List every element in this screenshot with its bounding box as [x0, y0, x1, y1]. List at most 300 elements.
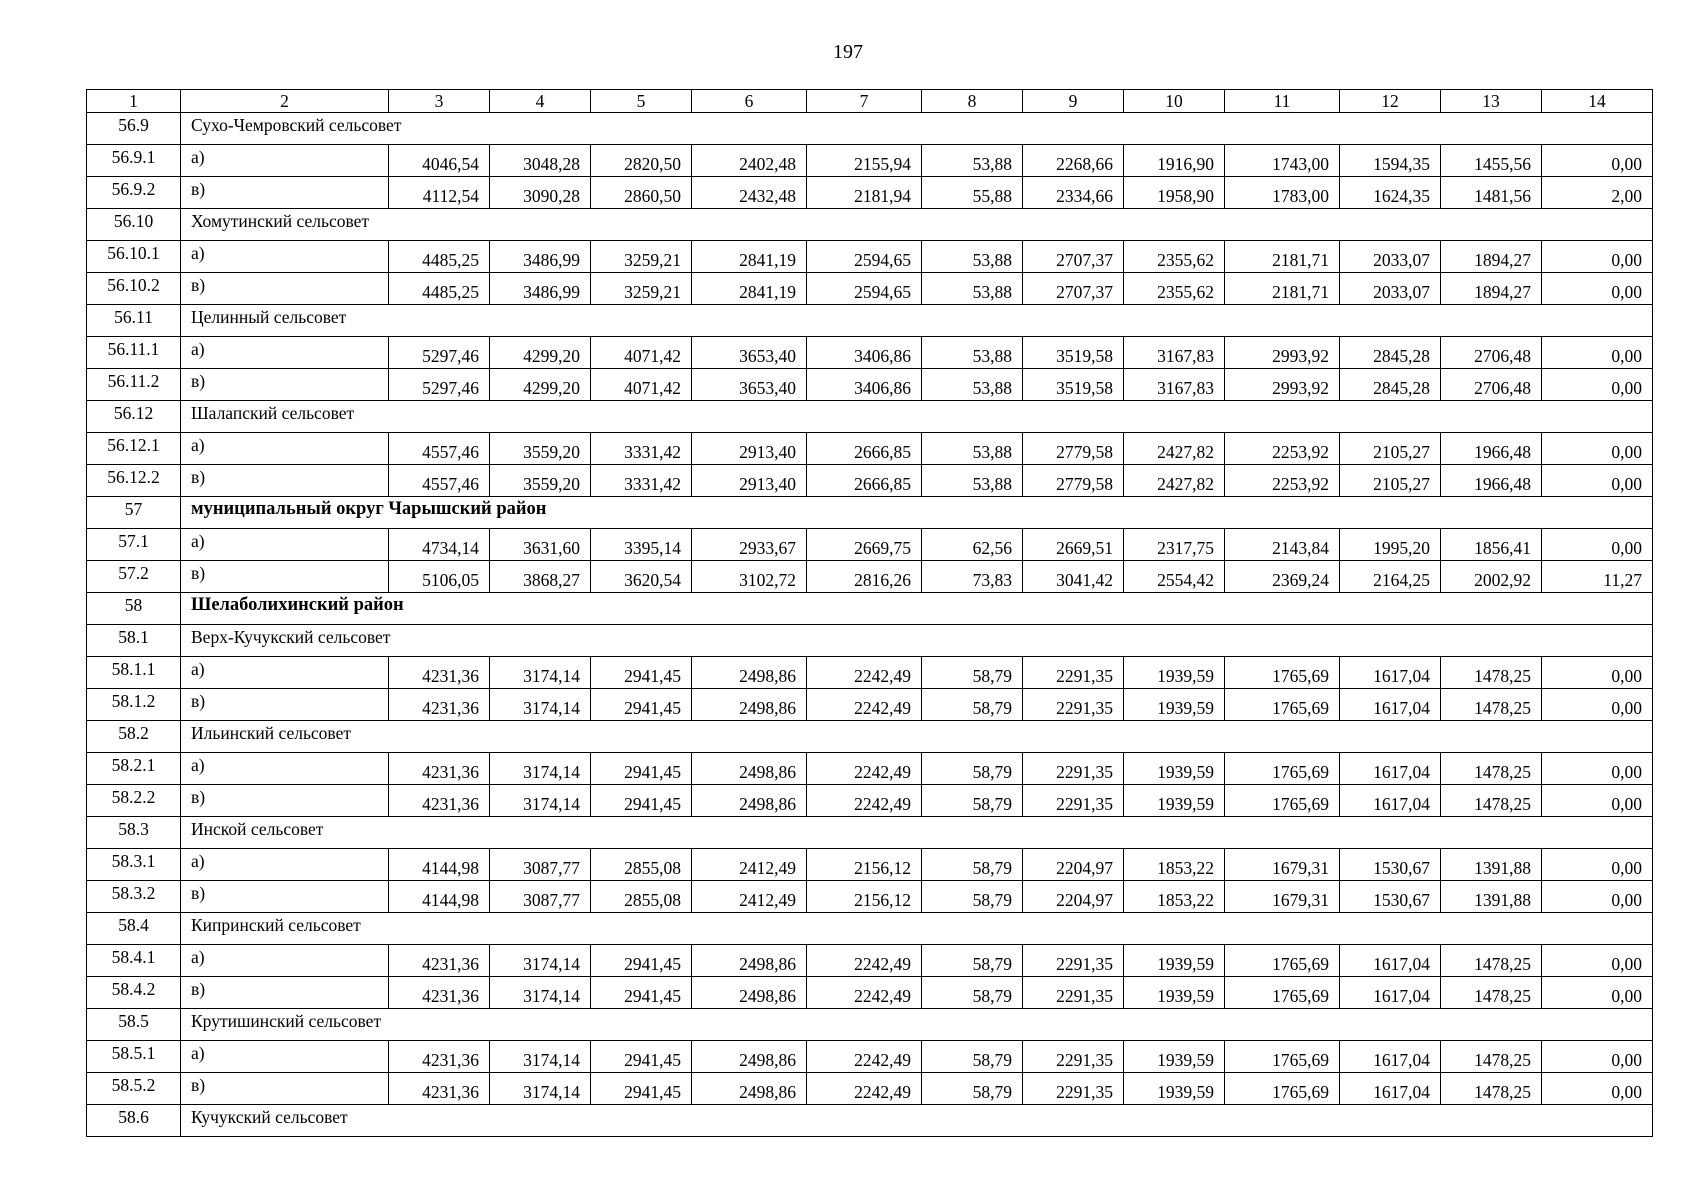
- value-cell: 0,00: [1542, 337, 1653, 369]
- district-header-row: [87, 593, 1653, 625]
- section-name: Кипринский сельсовет: [181, 913, 1653, 945]
- value-cell: 2941,45: [591, 785, 692, 817]
- row-code: 58.1.2: [87, 689, 181, 721]
- value-cell: 2993,92: [1225, 337, 1340, 369]
- value-cell: 2669,51: [1023, 529, 1124, 561]
- value-cell: 3174,14: [490, 657, 591, 689]
- table-row: [87, 145, 1653, 177]
- row-code: 58.4.1: [87, 945, 181, 977]
- value-cell: 1853,22: [1124, 849, 1225, 881]
- section-name: Ильинский сельсовет: [181, 721, 1653, 753]
- value-cell: 2707,37: [1023, 273, 1124, 305]
- row-code: 58.3: [87, 817, 181, 849]
- value-cell: 0,00: [1542, 145, 1653, 177]
- value-cell: 0,00: [1542, 1041, 1653, 1073]
- row-subtype: а): [181, 433, 389, 465]
- table-row: [87, 529, 1653, 561]
- value-cell: 3259,21: [591, 273, 692, 305]
- value-cell: 3090,28: [490, 177, 591, 209]
- value-cell: 0,00: [1542, 273, 1653, 305]
- value-cell: 2412,49: [692, 881, 807, 913]
- value-cell: 1478,25: [1441, 977, 1542, 1009]
- row-code: 58: [87, 593, 181, 625]
- section-header-row: [87, 625, 1653, 657]
- value-cell: 53,88: [922, 241, 1023, 273]
- section-header-row: [87, 1009, 1653, 1041]
- value-cell: 53,88: [922, 465, 1023, 497]
- column-header: 10: [1124, 90, 1225, 113]
- column-header: 11: [1225, 90, 1340, 113]
- value-cell: 2941,45: [591, 753, 692, 785]
- value-cell: 2706,48: [1441, 337, 1542, 369]
- value-cell: 1939,59: [1124, 945, 1225, 977]
- district-header-row: [87, 497, 1653, 529]
- value-cell: 3174,14: [490, 1073, 591, 1105]
- value-cell: 2412,49: [692, 849, 807, 881]
- value-cell: 2291,35: [1023, 1073, 1124, 1105]
- value-cell: 2105,27: [1340, 433, 1441, 465]
- value-cell: 4299,20: [490, 337, 591, 369]
- row-subtype: в): [181, 369, 389, 401]
- value-cell: 1765,69: [1225, 785, 1340, 817]
- table-row: [87, 241, 1653, 273]
- value-cell: 1894,27: [1441, 241, 1542, 273]
- value-cell: 2242,49: [807, 689, 922, 721]
- value-cell: 3653,40: [692, 337, 807, 369]
- value-cell: 1765,69: [1225, 753, 1340, 785]
- value-cell: 2242,49: [807, 977, 922, 1009]
- value-cell: 2941,45: [591, 1073, 692, 1105]
- value-cell: 4144,98: [389, 849, 490, 881]
- value-cell: 4071,42: [591, 337, 692, 369]
- value-cell: 3868,27: [490, 561, 591, 593]
- row-subtype: в): [181, 561, 389, 593]
- value-cell: 1624,35: [1340, 177, 1441, 209]
- value-cell: 2334,66: [1023, 177, 1124, 209]
- section-header-row: [87, 401, 1653, 433]
- value-cell: 1617,04: [1340, 977, 1441, 1009]
- row-code: 56.11.2: [87, 369, 181, 401]
- value-cell: 2941,45: [591, 945, 692, 977]
- value-cell: 1530,67: [1340, 881, 1441, 913]
- value-cell: 1478,25: [1441, 1073, 1542, 1105]
- value-cell: 62,56: [922, 529, 1023, 561]
- value-cell: 58,79: [922, 689, 1023, 721]
- value-cell: 3048,28: [490, 145, 591, 177]
- value-cell: 2933,67: [692, 529, 807, 561]
- value-cell: 1966,48: [1441, 433, 1542, 465]
- column-header: 3: [389, 90, 490, 113]
- row-subtype: а): [181, 945, 389, 977]
- table-row: [87, 785, 1653, 817]
- section-name: муниципальный округ Чарышский район: [181, 497, 1653, 529]
- value-cell: 2816,26: [807, 561, 922, 593]
- value-cell: 2317,75: [1124, 529, 1225, 561]
- value-cell: 2033,07: [1340, 241, 1441, 273]
- row-code: 58.3.1: [87, 849, 181, 881]
- value-cell: 2707,37: [1023, 241, 1124, 273]
- value-cell: 2941,45: [591, 689, 692, 721]
- row-subtype: а): [181, 529, 389, 561]
- column-header: 9: [1023, 90, 1124, 113]
- section-name: Целинный сельсовет: [181, 305, 1653, 337]
- value-cell: 2242,49: [807, 753, 922, 785]
- value-cell: 2369,24: [1225, 561, 1340, 593]
- value-cell: 2845,28: [1340, 337, 1441, 369]
- table-row: [87, 561, 1653, 593]
- section-header-row: [87, 721, 1653, 753]
- row-code: 58.5.2: [87, 1073, 181, 1105]
- value-cell: 2666,85: [807, 465, 922, 497]
- value-cell: 0,00: [1542, 1073, 1653, 1105]
- value-cell: 4046,54: [389, 145, 490, 177]
- tariff-table: [86, 89, 1653, 1137]
- value-cell: 3174,14: [490, 977, 591, 1009]
- value-cell: 58,79: [922, 753, 1023, 785]
- row-code: 56.9.1: [87, 145, 181, 177]
- value-cell: 2143,84: [1225, 529, 1340, 561]
- value-cell: 1939,59: [1124, 657, 1225, 689]
- column-header: 12: [1340, 90, 1441, 113]
- value-cell: 2427,82: [1124, 433, 1225, 465]
- table-row: [87, 945, 1653, 977]
- value-cell: 2498,86: [692, 945, 807, 977]
- value-cell: 3486,99: [490, 241, 591, 273]
- table-row: [87, 881, 1653, 913]
- value-cell: 4557,46: [389, 433, 490, 465]
- value-cell: 2291,35: [1023, 977, 1124, 1009]
- value-cell: 5106,05: [389, 561, 490, 593]
- value-cell: 1856,41: [1441, 529, 1542, 561]
- value-cell: 1939,59: [1124, 753, 1225, 785]
- value-cell: 58,79: [922, 881, 1023, 913]
- value-cell: 3174,14: [490, 785, 591, 817]
- row-code: 56.10: [87, 209, 181, 241]
- value-cell: 1679,31: [1225, 849, 1340, 881]
- row-code: 58.2.1: [87, 753, 181, 785]
- page-number: 197: [833, 41, 863, 63]
- value-cell: 1617,04: [1340, 785, 1441, 817]
- value-cell: 2941,45: [591, 977, 692, 1009]
- value-cell: 0,00: [1542, 785, 1653, 817]
- section-header-row: [87, 913, 1653, 945]
- section-header-row: [87, 305, 1653, 337]
- value-cell: 3406,86: [807, 369, 922, 401]
- value-cell: 0,00: [1542, 657, 1653, 689]
- value-cell: 1853,22: [1124, 881, 1225, 913]
- table-row: [87, 1041, 1653, 1073]
- value-cell: 1391,88: [1441, 881, 1542, 913]
- value-cell: 2291,35: [1023, 945, 1124, 977]
- column-header: 13: [1441, 90, 1542, 113]
- value-cell: 1765,69: [1225, 1073, 1340, 1105]
- value-cell: 2779,58: [1023, 465, 1124, 497]
- row-code: 56.11.1: [87, 337, 181, 369]
- value-cell: 2002,92: [1441, 561, 1542, 593]
- value-cell: 3559,20: [490, 465, 591, 497]
- table-row: [87, 273, 1653, 305]
- table-row: [87, 465, 1653, 497]
- value-cell: 0,00: [1542, 529, 1653, 561]
- value-cell: 1939,59: [1124, 689, 1225, 721]
- value-cell: 3087,77: [490, 881, 591, 913]
- value-cell: 4231,36: [389, 753, 490, 785]
- value-cell: 0,00: [1542, 881, 1653, 913]
- section-header-row: [87, 1105, 1653, 1137]
- value-cell: 2164,25: [1340, 561, 1441, 593]
- value-cell: 1617,04: [1340, 1041, 1441, 1073]
- value-cell: 2204,97: [1023, 849, 1124, 881]
- value-cell: 2498,86: [692, 689, 807, 721]
- table-row: [87, 657, 1653, 689]
- table-row: [87, 433, 1653, 465]
- value-cell: 2855,08: [591, 849, 692, 881]
- value-cell: 3559,20: [490, 433, 591, 465]
- value-cell: 2156,12: [807, 881, 922, 913]
- row-code: 56.12.1: [87, 433, 181, 465]
- row-subtype: а): [181, 1041, 389, 1073]
- value-cell: 4071,42: [591, 369, 692, 401]
- row-code: 58.4: [87, 913, 181, 945]
- value-cell: 1679,31: [1225, 881, 1340, 913]
- section-header-row: [87, 113, 1653, 145]
- value-cell: 0,00: [1542, 945, 1653, 977]
- value-cell: 3167,83: [1124, 369, 1225, 401]
- value-cell: 2291,35: [1023, 753, 1124, 785]
- value-cell: 2242,49: [807, 785, 922, 817]
- table-row: [87, 337, 1653, 369]
- value-cell: 5297,46: [389, 337, 490, 369]
- value-cell: 2841,19: [692, 273, 807, 305]
- value-cell: 1765,69: [1225, 977, 1340, 1009]
- value-cell: 2181,94: [807, 177, 922, 209]
- value-cell: 1455,56: [1441, 145, 1542, 177]
- value-cell: 1765,69: [1225, 689, 1340, 721]
- row-subtype: в): [181, 1073, 389, 1105]
- value-cell: 2594,65: [807, 241, 922, 273]
- row-code: 56.10.1: [87, 241, 181, 273]
- section-header-row: [87, 817, 1653, 849]
- value-cell: 58,79: [922, 785, 1023, 817]
- value-cell: 2706,48: [1441, 369, 1542, 401]
- value-cell: 2498,86: [692, 1041, 807, 1073]
- value-cell: 4231,36: [389, 689, 490, 721]
- value-cell: 2779,58: [1023, 433, 1124, 465]
- row-code: 58.5: [87, 1009, 181, 1041]
- column-header: 4: [490, 90, 591, 113]
- value-cell: 1958,90: [1124, 177, 1225, 209]
- value-cell: 4299,20: [490, 369, 591, 401]
- row-code: 58.1.1: [87, 657, 181, 689]
- section-name: Инской сельсовет: [181, 817, 1653, 849]
- section-name: Шелаболихинский район: [181, 593, 1653, 625]
- value-cell: 2913,40: [692, 465, 807, 497]
- value-cell: 2181,71: [1225, 241, 1340, 273]
- value-cell: 4231,36: [389, 977, 490, 1009]
- value-cell: 2860,50: [591, 177, 692, 209]
- value-cell: 4485,25: [389, 241, 490, 273]
- value-cell: 2432,48: [692, 177, 807, 209]
- value-cell: 53,88: [922, 337, 1023, 369]
- section-name: Верх-Кучукский сельсовет: [181, 625, 1653, 657]
- value-cell: 3174,14: [490, 1041, 591, 1073]
- row-code: 58.4.2: [87, 977, 181, 1009]
- value-cell: 2594,65: [807, 273, 922, 305]
- column-header: 5: [591, 90, 692, 113]
- value-cell: 1783,00: [1225, 177, 1340, 209]
- value-cell: 2268,66: [1023, 145, 1124, 177]
- value-cell: 1617,04: [1340, 689, 1441, 721]
- column-header: 7: [807, 90, 922, 113]
- value-cell: 2105,27: [1340, 465, 1441, 497]
- column-header: 6: [692, 90, 807, 113]
- value-cell: 58,79: [922, 1041, 1023, 1073]
- value-cell: 58,79: [922, 849, 1023, 881]
- value-cell: 53,88: [922, 273, 1023, 305]
- value-cell: 4112,54: [389, 177, 490, 209]
- value-cell: 58,79: [922, 1073, 1023, 1105]
- value-cell: 1916,90: [1124, 145, 1225, 177]
- value-cell: 1617,04: [1340, 753, 1441, 785]
- column-header: 1: [87, 90, 181, 113]
- value-cell: 2242,49: [807, 1041, 922, 1073]
- value-cell: 0,00: [1542, 977, 1653, 1009]
- value-cell: 2291,35: [1023, 657, 1124, 689]
- row-code: 57: [87, 497, 181, 529]
- value-cell: 1478,25: [1441, 753, 1542, 785]
- value-cell: 2,00: [1542, 177, 1653, 209]
- row-subtype: в): [181, 177, 389, 209]
- value-cell: 3102,72: [692, 561, 807, 593]
- row-code: 58.2.2: [87, 785, 181, 817]
- value-cell: 58,79: [922, 945, 1023, 977]
- section-name: Кучукский сельсовет: [181, 1105, 1653, 1137]
- value-cell: 2913,40: [692, 433, 807, 465]
- row-code: 56.9.2: [87, 177, 181, 209]
- value-cell: 4557,46: [389, 465, 490, 497]
- value-cell: 1939,59: [1124, 1041, 1225, 1073]
- value-cell: 5297,46: [389, 369, 490, 401]
- value-cell: 3087,77: [490, 849, 591, 881]
- table-row: [87, 977, 1653, 1009]
- row-subtype: а): [181, 241, 389, 273]
- value-cell: 2498,86: [692, 977, 807, 1009]
- row-code: 58.6: [87, 1105, 181, 1137]
- row-subtype: в): [181, 977, 389, 1009]
- value-cell: 2845,28: [1340, 369, 1441, 401]
- value-cell: 1939,59: [1124, 1073, 1225, 1105]
- value-cell: 1594,35: [1340, 145, 1441, 177]
- row-code: 57.1: [87, 529, 181, 561]
- value-cell: 4231,36: [389, 1073, 490, 1105]
- value-cell: 2355,62: [1124, 241, 1225, 273]
- value-cell: 55,88: [922, 177, 1023, 209]
- value-cell: 53,88: [922, 369, 1023, 401]
- value-cell: 3395,14: [591, 529, 692, 561]
- value-cell: 3486,99: [490, 273, 591, 305]
- value-cell: 4734,14: [389, 529, 490, 561]
- value-cell: 0,00: [1542, 753, 1653, 785]
- value-cell: 58,79: [922, 977, 1023, 1009]
- value-cell: 0,00: [1542, 849, 1653, 881]
- section-name: Шалапский сельсовет: [181, 401, 1653, 433]
- value-cell: 1530,67: [1340, 849, 1441, 881]
- value-cell: 2941,45: [591, 657, 692, 689]
- value-cell: 3620,54: [591, 561, 692, 593]
- row-code: 58.5.1: [87, 1041, 181, 1073]
- value-cell: 2554,42: [1124, 561, 1225, 593]
- row-subtype: в): [181, 785, 389, 817]
- value-cell: 2993,92: [1225, 369, 1340, 401]
- value-cell: 1617,04: [1340, 657, 1441, 689]
- section-header-row: [87, 209, 1653, 241]
- value-cell: 3167,83: [1124, 337, 1225, 369]
- value-cell: 1995,20: [1340, 529, 1441, 561]
- table-row: [87, 753, 1653, 785]
- row-subtype: а): [181, 753, 389, 785]
- table-row: [87, 689, 1653, 721]
- value-cell: 3519,58: [1023, 337, 1124, 369]
- value-cell: 2498,86: [692, 753, 807, 785]
- value-cell: 0,00: [1542, 369, 1653, 401]
- value-cell: 2941,45: [591, 1041, 692, 1073]
- value-cell: 2498,86: [692, 1073, 807, 1105]
- value-cell: 0,00: [1542, 465, 1653, 497]
- row-code: 56.9: [87, 113, 181, 145]
- value-cell: 73,83: [922, 561, 1023, 593]
- row-subtype: а): [181, 145, 389, 177]
- value-cell: 2498,86: [692, 785, 807, 817]
- value-cell: 3174,14: [490, 945, 591, 977]
- section-name: Крутишинский сельсовет: [181, 1009, 1653, 1041]
- column-header: 14: [1542, 90, 1653, 113]
- section-name: Сухо-Чемровский сельсовет: [181, 113, 1653, 145]
- value-cell: 3631,60: [490, 529, 591, 561]
- value-cell: 0,00: [1542, 433, 1653, 465]
- row-subtype: а): [181, 337, 389, 369]
- value-cell: 3331,42: [591, 465, 692, 497]
- value-cell: 4231,36: [389, 657, 490, 689]
- column-header: 2: [181, 90, 389, 113]
- value-cell: 4231,36: [389, 1041, 490, 1073]
- value-cell: 1478,25: [1441, 1041, 1542, 1073]
- column-header: 8: [922, 90, 1023, 113]
- value-cell: 2253,92: [1225, 465, 1340, 497]
- table-row: [87, 1073, 1653, 1105]
- value-cell: 2666,85: [807, 433, 922, 465]
- value-cell: 0,00: [1542, 689, 1653, 721]
- value-cell: 1617,04: [1340, 945, 1441, 977]
- value-cell: 2427,82: [1124, 465, 1225, 497]
- value-cell: 4485,25: [389, 273, 490, 305]
- value-cell: 3653,40: [692, 369, 807, 401]
- value-cell: 3174,14: [490, 689, 591, 721]
- row-code: 56.10.2: [87, 273, 181, 305]
- value-cell: 2669,75: [807, 529, 922, 561]
- header-row: [87, 90, 1653, 113]
- value-cell: 1391,88: [1441, 849, 1542, 881]
- value-cell: 2253,92: [1225, 433, 1340, 465]
- value-cell: 3041,42: [1023, 561, 1124, 593]
- value-cell: 58,79: [922, 657, 1023, 689]
- value-cell: 2204,97: [1023, 881, 1124, 913]
- row-code: 56.12.2: [87, 465, 181, 497]
- value-cell: 1765,69: [1225, 945, 1340, 977]
- row-subtype: в): [181, 273, 389, 305]
- value-cell: 2033,07: [1340, 273, 1441, 305]
- value-cell: 4144,98: [389, 881, 490, 913]
- value-cell: 1894,27: [1441, 273, 1542, 305]
